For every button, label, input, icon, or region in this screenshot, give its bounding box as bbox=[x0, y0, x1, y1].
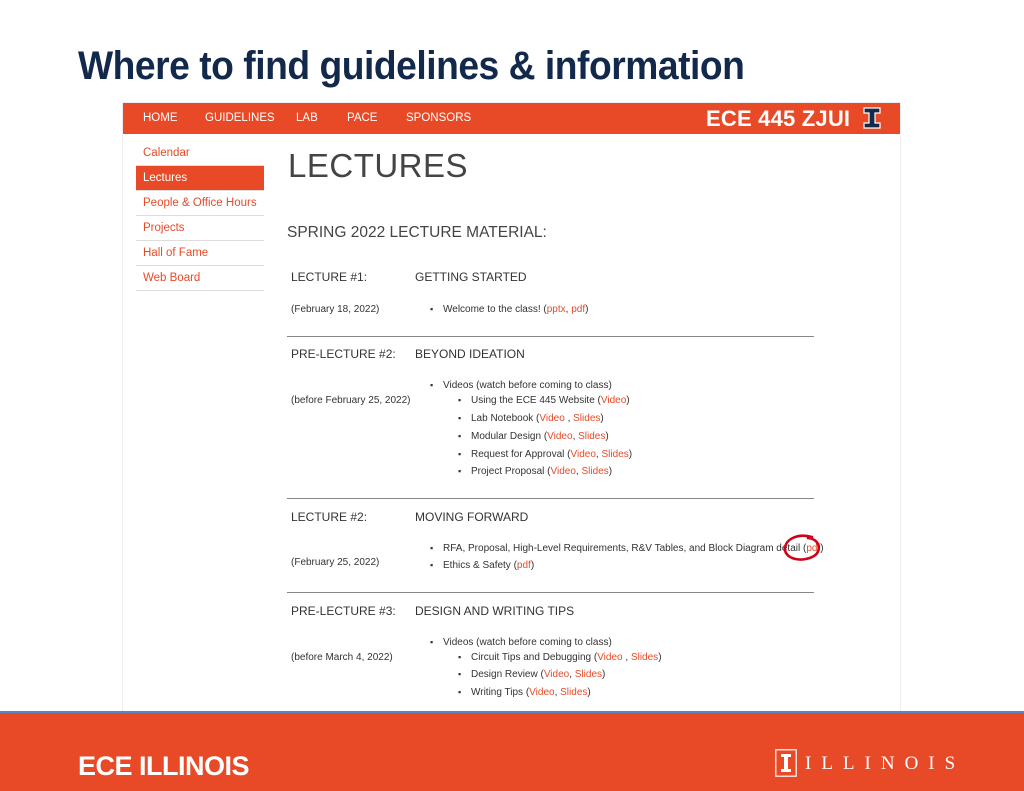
list-item: ▪ Project Proposal (Video, Slides) bbox=[471, 466, 612, 477]
block-date: (before March 4, 2022) bbox=[291, 652, 393, 663]
slides-link[interactable]: Slides bbox=[601, 449, 629, 460]
block-i-logo-icon bbox=[863, 107, 881, 129]
video-link[interactable]: Video bbox=[570, 449, 596, 460]
illinois-i-mark-icon bbox=[775, 749, 797, 777]
block-date: (February 25, 2022) bbox=[291, 557, 380, 568]
ece-illinois-logo: ECE ILLINOIS bbox=[78, 751, 250, 781]
item-text: Design Review bbox=[471, 669, 538, 680]
slides-link[interactable]: Slides bbox=[573, 413, 601, 424]
sidebar-item-lectures[interactable]: Lectures bbox=[136, 166, 264, 191]
video-link[interactable]: Video bbox=[529, 687, 555, 698]
slide-title: Where to find guidelines & information bbox=[78, 44, 745, 88]
block-title: DESIGN AND WRITING TIPS bbox=[415, 604, 575, 618]
list-item: ▪ Request for Approval (Video, Slides) bbox=[471, 449, 632, 460]
block-label: LECTURE #2: bbox=[291, 510, 368, 524]
divider bbox=[287, 498, 814, 499]
item-text: Using the ECE 445 Website bbox=[471, 395, 595, 406]
pdf-link[interactable]: pdf bbox=[516, 560, 531, 571]
item-text: Request for Approval bbox=[471, 449, 565, 460]
nav-sponsors-link[interactable]: SPONSORS bbox=[406, 112, 472, 124]
page-heading: LECTURES bbox=[288, 147, 469, 184]
slides-link[interactable]: Slides bbox=[574, 669, 603, 680]
video-link[interactable]: Video bbox=[543, 669, 570, 680]
illinois-wordmark: ILLINOIS bbox=[805, 753, 966, 774]
block-label: PRE-LECTURE #2: bbox=[291, 347, 396, 361]
block-title: MOVING FORWARD bbox=[415, 510, 529, 524]
video-link[interactable]: Video bbox=[597, 652, 623, 663]
list-item: ▪ Ethics & Safety (pdf) bbox=[443, 560, 534, 571]
divider bbox=[287, 592, 814, 593]
list-item: ▪ RFA, Proposal, High-Level Requirements, R&V Tables, and Block Diagram detail (pdf) bbox=[443, 543, 824, 554]
nav-pace-link[interactable]: PACE bbox=[347, 112, 378, 124]
sidebar-item-web-board[interactable]: Web Board bbox=[136, 266, 264, 291]
video-link[interactable]: Video bbox=[539, 413, 565, 424]
block-title: BEYOND IDEATION bbox=[415, 347, 525, 361]
website-screenshot bbox=[123, 103, 900, 727]
item-text: Welcome to the class! bbox=[443, 304, 541, 315]
item-text: RFA, Proposal, High-Level Requirements, R&V Tables, and Block Diagram detail bbox=[443, 543, 801, 554]
item-text: Writing Tips bbox=[471, 687, 524, 698]
sidebar-item-people-office-hours[interactable]: People & Office Hours bbox=[136, 191, 264, 216]
list-item: ▪ Welcome to the class! (pptx, pdf) bbox=[443, 304, 588, 315]
red-circle-annotation bbox=[782, 533, 821, 565]
slides-link[interactable]: Slides bbox=[560, 687, 588, 698]
video-link[interactable]: Video bbox=[600, 395, 627, 406]
item-text: Circuit Tips and Debugging bbox=[471, 652, 592, 663]
item-text: Modular Design bbox=[471, 431, 542, 442]
list-item: ▪ Circuit Tips and Debugging (Video , Slides) bbox=[471, 652, 662, 663]
site-brand[interactable]: ECE 445 ZJUI bbox=[706, 106, 851, 131]
list-item: ▪ Lab Notebook (Video , Slides) bbox=[471, 413, 604, 424]
sidebar-nav bbox=[136, 141, 264, 291]
slides-link[interactable]: Slides bbox=[578, 431, 606, 442]
video-link[interactable]: Video bbox=[547, 431, 573, 442]
block-label: PRE-LECTURE #3: bbox=[291, 604, 396, 618]
nav-guidelines-link[interactable]: GUIDELINES bbox=[205, 112, 275, 124]
list-item: ▪ Writing Tips (Video, Slides) bbox=[471, 687, 591, 698]
video-link[interactable]: Video bbox=[550, 466, 576, 477]
pdf-link[interactable]: pdf bbox=[806, 543, 821, 554]
sidebar-item-hall-of-fame[interactable]: Hall of Fame bbox=[136, 241, 264, 266]
footer-band bbox=[0, 711, 1024, 791]
block-title: GETTING STARTED bbox=[415, 270, 527, 284]
block-label: LECTURE #1: bbox=[291, 270, 368, 284]
item-text: Project Proposal bbox=[471, 466, 545, 477]
pptx-link[interactable]: pptx bbox=[546, 304, 566, 315]
divider bbox=[287, 336, 814, 337]
block-date: (February 18, 2022) bbox=[291, 304, 380, 315]
pdf-link[interactable]: pdf bbox=[571, 304, 586, 315]
top-nav-bar bbox=[123, 103, 900, 134]
list-item: ▪ Modular Design (Video, Slides) bbox=[471, 431, 609, 442]
item-text: Lab Notebook bbox=[471, 413, 534, 424]
section-heading: SPRING 2022 LECTURE MATERIAL: bbox=[287, 224, 547, 241]
slides-link[interactable]: Slides bbox=[630, 652, 659, 663]
nav-home-link[interactable]: HOME bbox=[143, 112, 178, 124]
slides-link[interactable]: Slides bbox=[581, 466, 609, 477]
list-item: ▪ Using the ECE 445 Website (Video) bbox=[471, 395, 630, 406]
sidebar-item-projects[interactable]: Projects bbox=[136, 216, 264, 241]
list-item: ▪ Design Review (Video, Slides) bbox=[471, 669, 605, 680]
block-date: (before February 25, 2022) bbox=[291, 395, 411, 406]
list-item: ▪ Videos (watch before coming to class) bbox=[443, 380, 612, 391]
sidebar-item-calendar[interactable]: Calendar bbox=[136, 141, 264, 166]
list-item: ▪ Videos (watch before coming to class) bbox=[443, 637, 612, 648]
item-text: Ethics & Safety bbox=[443, 560, 511, 571]
nav-lab-link[interactable]: LAB bbox=[296, 112, 318, 124]
